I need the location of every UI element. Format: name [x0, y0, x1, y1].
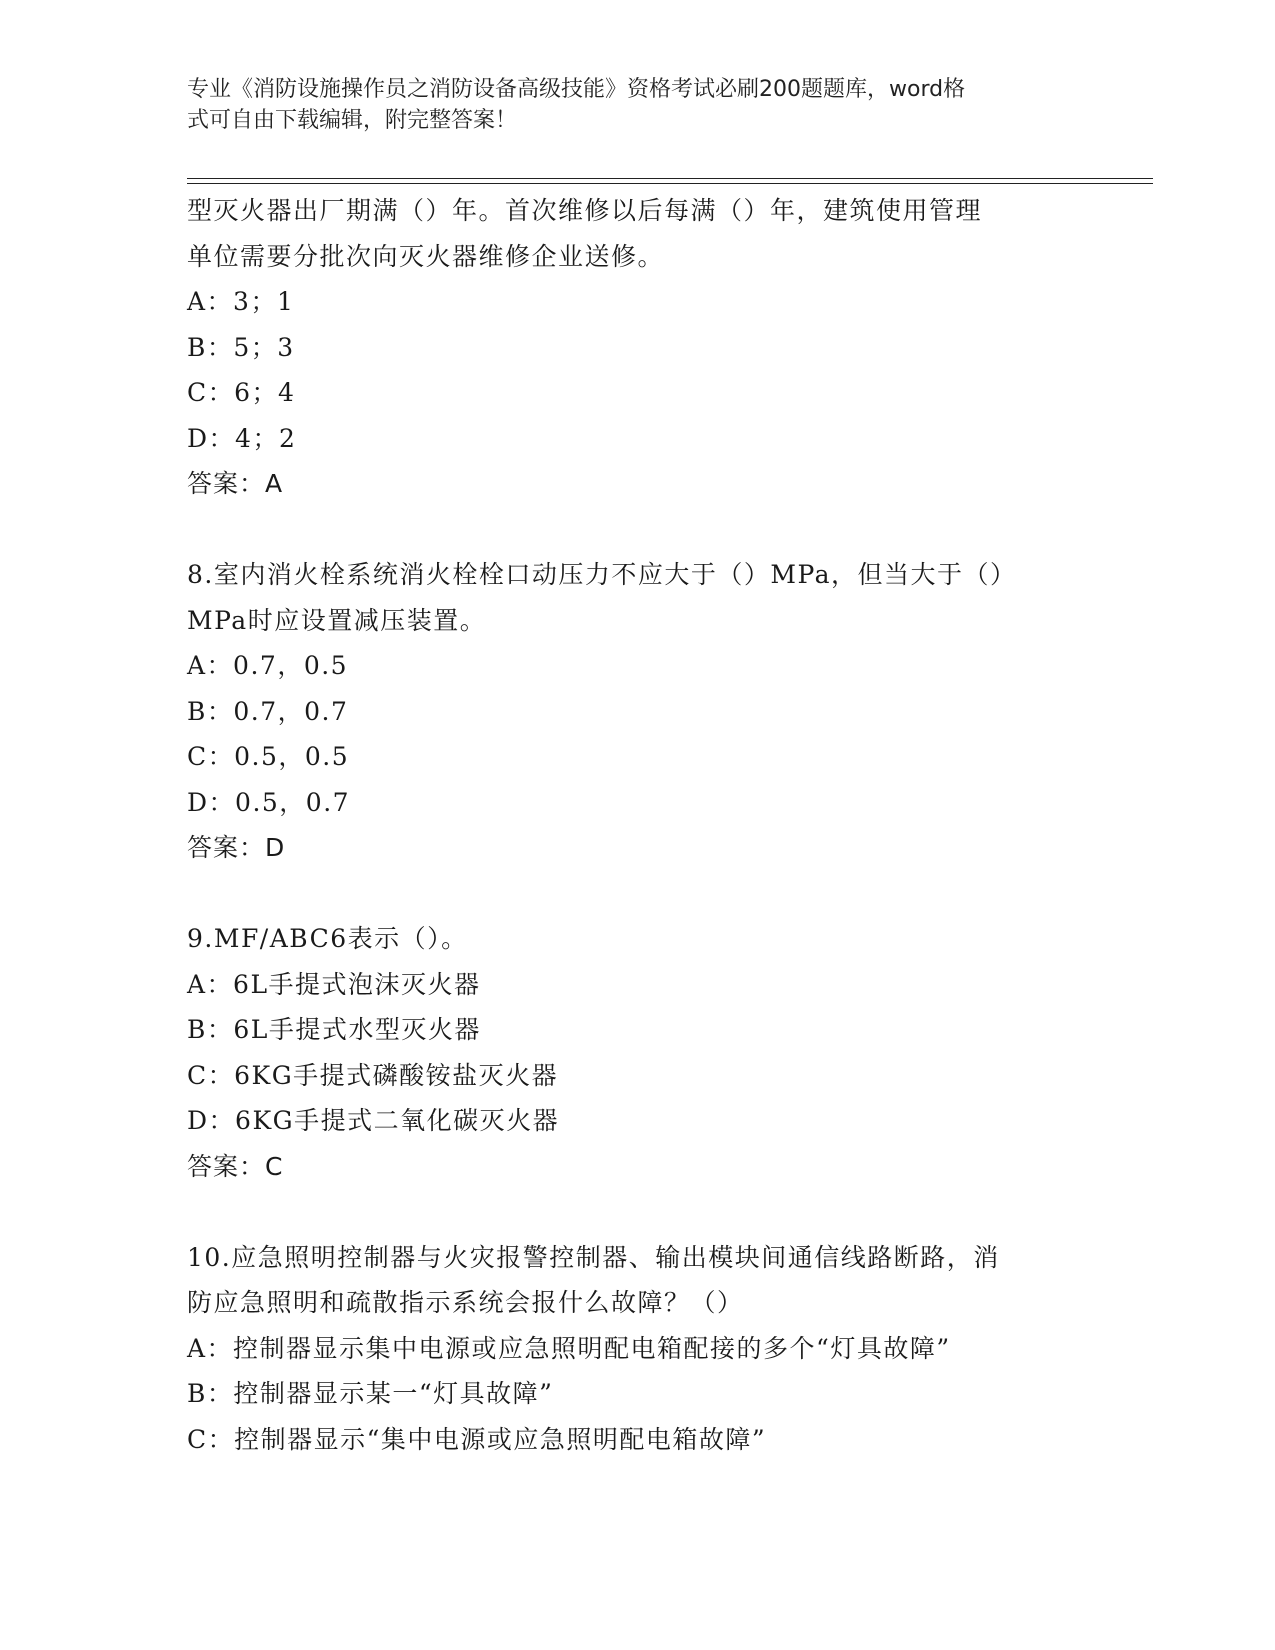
header-divider-top	[187, 178, 1153, 179]
header-line-2: 式可自由下载编辑，附完整答案！	[187, 108, 518, 133]
header-divider-bottom	[187, 183, 1153, 184]
question-10-option-c: C：控制器显示“集中电源或应急照明配电箱故障”	[187, 1424, 767, 1454]
question-8-option-c: C：0.5，0.5	[187, 742, 350, 771]
spacer	[187, 871, 1087, 917]
question-10-stem-line-1: 10.应急照明控制器与火灾报警控制器、输出模块间通信线路断路，消	[187, 1242, 1000, 1272]
question-10-option-a: A：控制器显示集中电源或应急照明配电箱配接的多个“灯具故障”	[187, 1333, 951, 1363]
question-content	[187, 188, 1087, 1462]
question-9	[187, 916, 1087, 1189]
question-7-option-a: A：3；1	[187, 287, 295, 316]
question-7-option-b: B：5；3	[187, 332, 295, 362]
question-8-answer: 答案：D	[187, 833, 286, 862]
question-9-answer: 答案：C	[187, 1151, 284, 1181]
question-10	[187, 1235, 1087, 1463]
question-8-stem-line-1: 8.室内消火栓系统消火栓栓口动压力不应大于（）MPa，但当大于（）	[187, 560, 1017, 589]
spacer	[187, 1189, 1087, 1235]
question-9-option-a: A：6L手提式泡沫灭火器	[187, 969, 481, 999]
question-9-option-d: D：6KG手提式二氧化碳灭火器	[187, 1106, 560, 1135]
question-7-option-c: C：6；4	[187, 378, 296, 407]
question-9-stem-line-1: 9.MF/ABC6表示（）。	[187, 924, 468, 953]
spacer	[187, 507, 1087, 553]
question-8	[187, 552, 1087, 871]
question-10-option-b: B：控制器显示某一“灯具故障”	[187, 1379, 554, 1408]
question-9-option-b: B：6L手提式水型灭火器	[187, 1015, 481, 1044]
question-7-answer: 答案：A	[187, 469, 284, 498]
question-8-option-d: D：0.5，0.7	[187, 787, 351, 817]
question-7-stem-line-1: 型灭火器出厂期满（）年。首次维修以后每满（）年，建筑使用管理	[187, 196, 983, 225]
question-8-option-a: A：0.7，0.5	[187, 651, 349, 680]
question-7	[187, 188, 1087, 507]
question-9-option-c: C：6KG手提式磷酸铵盐灭火器	[187, 1060, 559, 1090]
question-7-option-d: D：4；2	[187, 423, 297, 453]
document-header	[187, 74, 1067, 136]
question-7-stem-line-2: 单位需要分批次向灭火器维修企业送修。	[187, 241, 665, 271]
question-8-stem-line-2: MPa时应设置减压装置。	[187, 605, 487, 635]
question-10-stem-line-2: 防应急照明和疏散指示系统会报什么故障？（）	[187, 1288, 744, 1317]
question-8-option-b: B：0.7，0.7	[187, 696, 349, 726]
header-line-1: 专业《消防设施操作员之消防设备高级技能》资格考试必刷200题题库，word格	[187, 77, 966, 102]
